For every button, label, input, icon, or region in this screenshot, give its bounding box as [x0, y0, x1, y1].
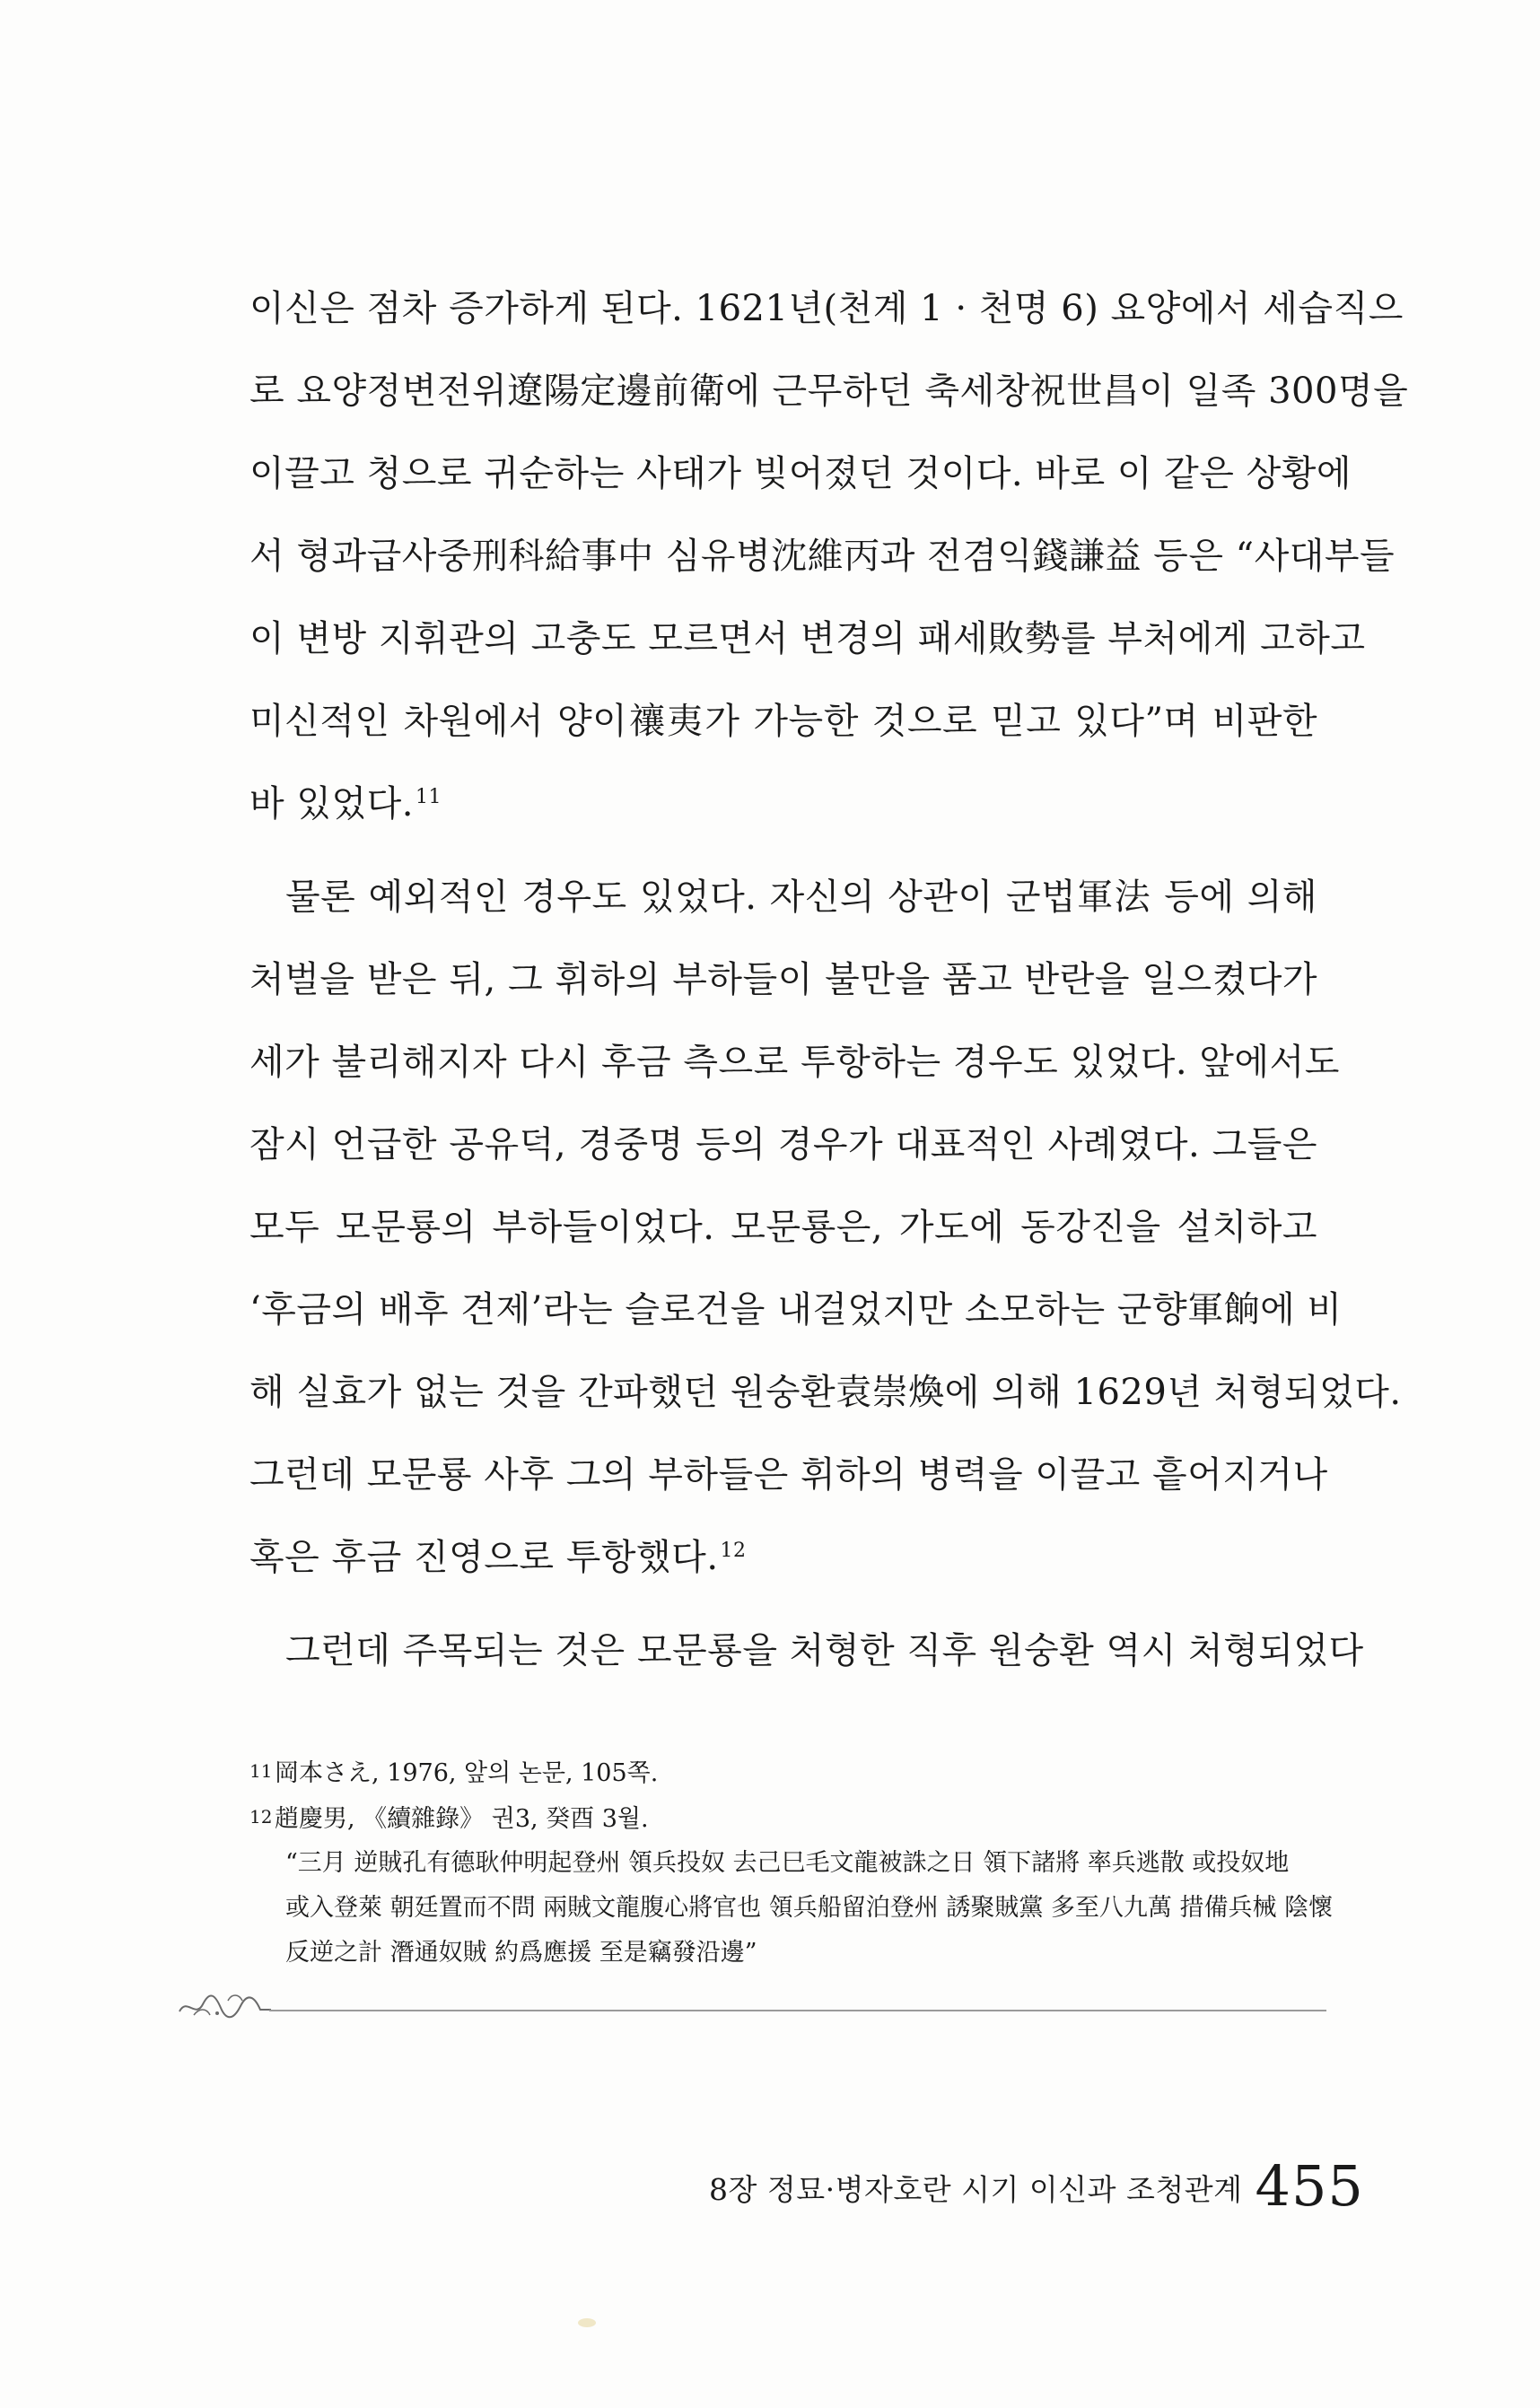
paragraph-line-text: 혹은 후금 진영으로 투항했다.: [249, 1537, 719, 1578]
footnote-quote-line: 或入登萊 朝廷置而不問 兩賊文龍腹心將官也 領兵船留泊登州 誘聚賊黨 多至八九萬 措備兵械 陰懷: [285, 1894, 1334, 1922]
paragraph-line: 그런데 모문룡 사후 그의 부하들은 휘하의 병력을 이끌고 흩어지거나: [249, 1454, 1328, 1496]
footnote-number: 12: [249, 1806, 273, 1828]
footnote-quote-line: “三月 逆賊孔有德耿仲明起登州 領兵投奴 去己巳毛文龍被誅之日 領下諸將 率兵逃散 或投奴地: [285, 1849, 1290, 1877]
paragraph-line: 물론 예외적인 경우도 있었다. 자신의 상관이 군법軍法 등에 의해: [285, 877, 1317, 918]
paragraph-line: 해 실효가 없는 것을 간파했던 원숭환袁崇煥에 의해 1629년 처형되었다.: [249, 1372, 1402, 1413]
footnote-ref-12[interactable]: 12: [720, 1539, 747, 1562]
footnote-quote-line: 反逆之計 潛通奴賊 約爲應援 至是竊發沿邊”: [285, 1939, 757, 1967]
body-text: [249, 267, 1409, 1703]
paragraph-line: 이신은 점차 증가하게 된다. 1621년(천계 1 · 천명 6) 요양에서 세습직으: [249, 288, 1404, 329]
paragraph-line: 이 변방 지휘관의 고충도 모르면서 변경의 패세敗勢를 부처에게 고하고: [249, 618, 1366, 659]
footnote-11: [249, 1749, 1326, 1795]
paragraph-line: 그런데 주목되는 것은 모문룡을 처형한 직후 원숭환 역시 처형되었다: [285, 1630, 1364, 1671]
footnote-12: [249, 1795, 1326, 1841]
chapter-title: 8장 정묘·병자호란 시기 이신과 조청관계: [709, 2172, 1243, 2207]
paragraph-line: 서 형과급사중刑科給事中 심유병沈維丙과 전겸익錢謙益 등은 “사대부들: [249, 536, 1396, 577]
footnotes: [249, 1749, 1334, 1976]
paragraph-line: 모두 모문룡의 부하들이었다. 모문룡은, 가도에 동강진을 설치하고: [249, 1207, 1317, 1248]
footnote-text: 趙慶男, 《續雜錄》 권3, 癸酉 3월.: [275, 1805, 649, 1833]
paragraph-3: [249, 1610, 1364, 1692]
paragraph-line: 처벌을 받은 뒤, 그 휘하의 부하들이 불만을 품고 반란을 일으켰다가: [249, 959, 1317, 1000]
footnote-ref-11[interactable]: 11: [416, 785, 442, 808]
paragraph-line: 미신적인 차원에서 양이禳夷가 가능한 것으로 믿고 있다”며 비판한: [249, 701, 1317, 742]
paper-smudge: [578, 2318, 596, 2327]
decorative-flourish-icon: [176, 1988, 275, 2024]
page-number: 455: [1255, 2153, 1364, 2219]
paragraph-line: ‘후금의 배후 견제’라는 슬로건을 내걸었지만 소모하는 군향軍餉에 비: [249, 1289, 1343, 1331]
footer-rule: [269, 2010, 1326, 2011]
paragraph-last-line: [249, 763, 1317, 845]
paragraph-1: [249, 267, 1409, 845]
paragraph-2: [249, 856, 1402, 1599]
paragraph-last-line: [249, 1516, 1317, 1599]
footnote-text: 岡本さえ, 1976, 앞의 논문, 105쪽.: [275, 1759, 659, 1787]
running-footer: [709, 2153, 1364, 2219]
paragraph-line: 잠시 언급한 공유덕, 경중명 등의 경우가 대표적인 사례였다. 그들은: [249, 1124, 1317, 1165]
paragraph-line-text: 바 있었다.: [249, 783, 414, 824]
paragraph-line: 이끌고 청으로 귀순하는 사태가 빚어졌던 것이다. 바로 이 같은 상황에: [249, 453, 1352, 494]
paragraph-line: 로 요양정변전위遼陽定邊前衛에 근무하던 축세창祝世昌이 일족 300명을: [249, 371, 1409, 412]
footnote-number: 11: [249, 1760, 273, 1782]
paragraph-line: 세가 불리해지자 다시 후금 측으로 투항하는 경우도 있었다. 앞에서도: [249, 1042, 1340, 1083]
